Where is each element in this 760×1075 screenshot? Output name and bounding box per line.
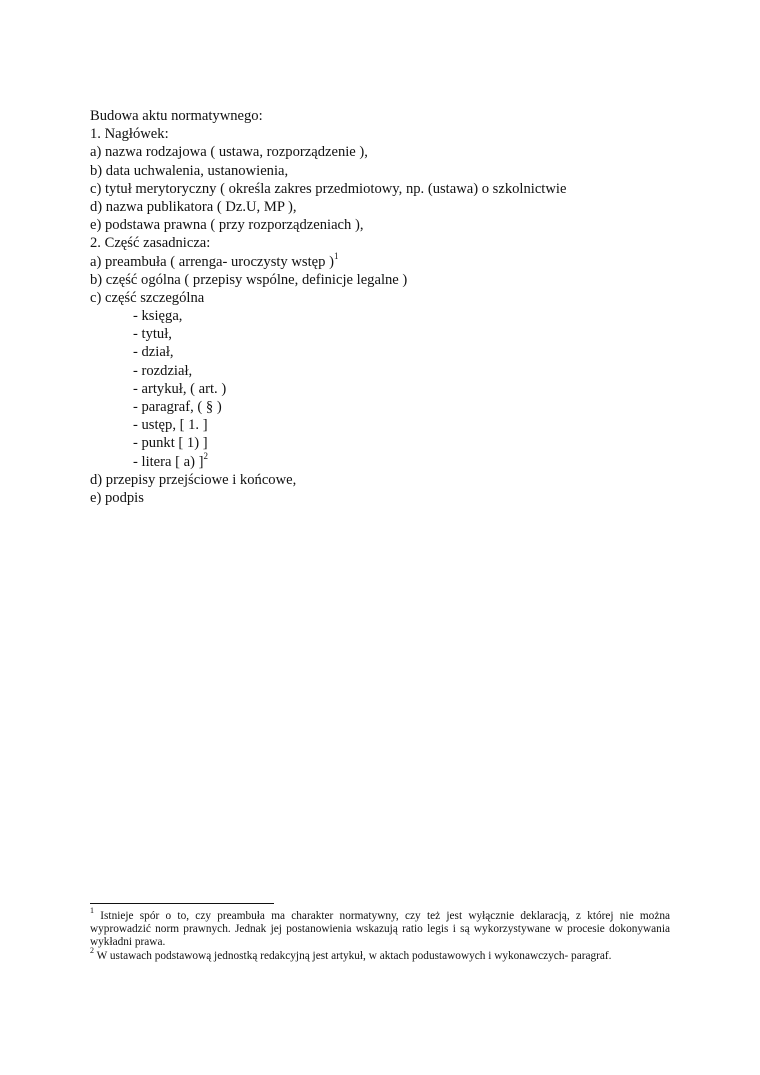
document-line: b) część ogólna ( przepisy wspólne, definicje legalne ) — [90, 271, 408, 288]
document-line: a) nazwa rodzajowa ( ustawa, rozporządzenie ), — [90, 144, 368, 161]
sub-list-item: - punkt [ 1) ] — [133, 435, 208, 452]
sub-list-item: - paragraf, ( § ) — [133, 399, 222, 415]
footnote-text: W ustawach podstawową jednostką redakcyjną jest artykuł, w aktach podustawowych i wykonawczych- paragraf. — [94, 949, 612, 962]
document-line: d) przepisy przejściowe i końcowe, — [90, 471, 297, 488]
footnote-reference[interactable]: 1 — [333, 250, 339, 261]
document-line: c) część szczególna — [90, 289, 205, 306]
footnote-text: Istnieje spór o to, czy preambuła ma charakter normatywny, czy też jest wyłącznie deklaracją, z której nie można wyprowadzić norm prawnych. Jednak jej postanowienia wskazują ratio legis i są wykorzystywane w procesie dokonywania wykładni prawa. — [90, 910, 670, 949]
document-line: e) podstawa prawna ( przy rozporządzeniach ), — [90, 217, 364, 234]
footnote-separator — [90, 903, 274, 904]
document-line: d) nazwa publikatora ( Dz.U, MP ), — [90, 198, 297, 215]
sub-list-item: - księga, — [133, 308, 183, 325]
document-line: c) tytuł merytoryczny ( określa zakres przedmiotowy, np. (ustawa) o szkolnictwie — [90, 180, 567, 197]
sub-list-item: - litera [ a) ]$^2$ — [133, 450, 208, 470]
footnote — [90, 945, 670, 963]
document-body — [90, 107, 690, 507]
document-line: 2. Część zasadnicza: — [90, 235, 211, 252]
document-line: e) podpis — [90, 489, 144, 506]
sub-list-item: - tytuł, — [133, 326, 172, 343]
sub-list-item: - ustęp, [ 1. ] — [133, 417, 208, 434]
footnote — [90, 906, 670, 950]
sub-list-item: - dział, — [133, 344, 174, 361]
footnote-marker: 1 — [90, 906, 94, 916]
document-line: a) preambuła ( arrenga- uroczysty wstęp )$^1$ — [90, 250, 339, 270]
document-line: b) data uchwalenia, ustanowienia, — [90, 162, 289, 179]
footnote-marker: 2 — [90, 945, 94, 955]
sub-list-item: - rozdział, — [133, 362, 193, 379]
footnote-reference[interactable]: 2 — [203, 450, 208, 461]
footnotes-section — [90, 906, 670, 963]
document-line: 1. Nagłówek: — [90, 126, 169, 143]
sub-list-item: - artykuł, ( art. ) — [133, 380, 227, 397]
document-line: Budowa aktu normatywnego: — [90, 108, 263, 124]
